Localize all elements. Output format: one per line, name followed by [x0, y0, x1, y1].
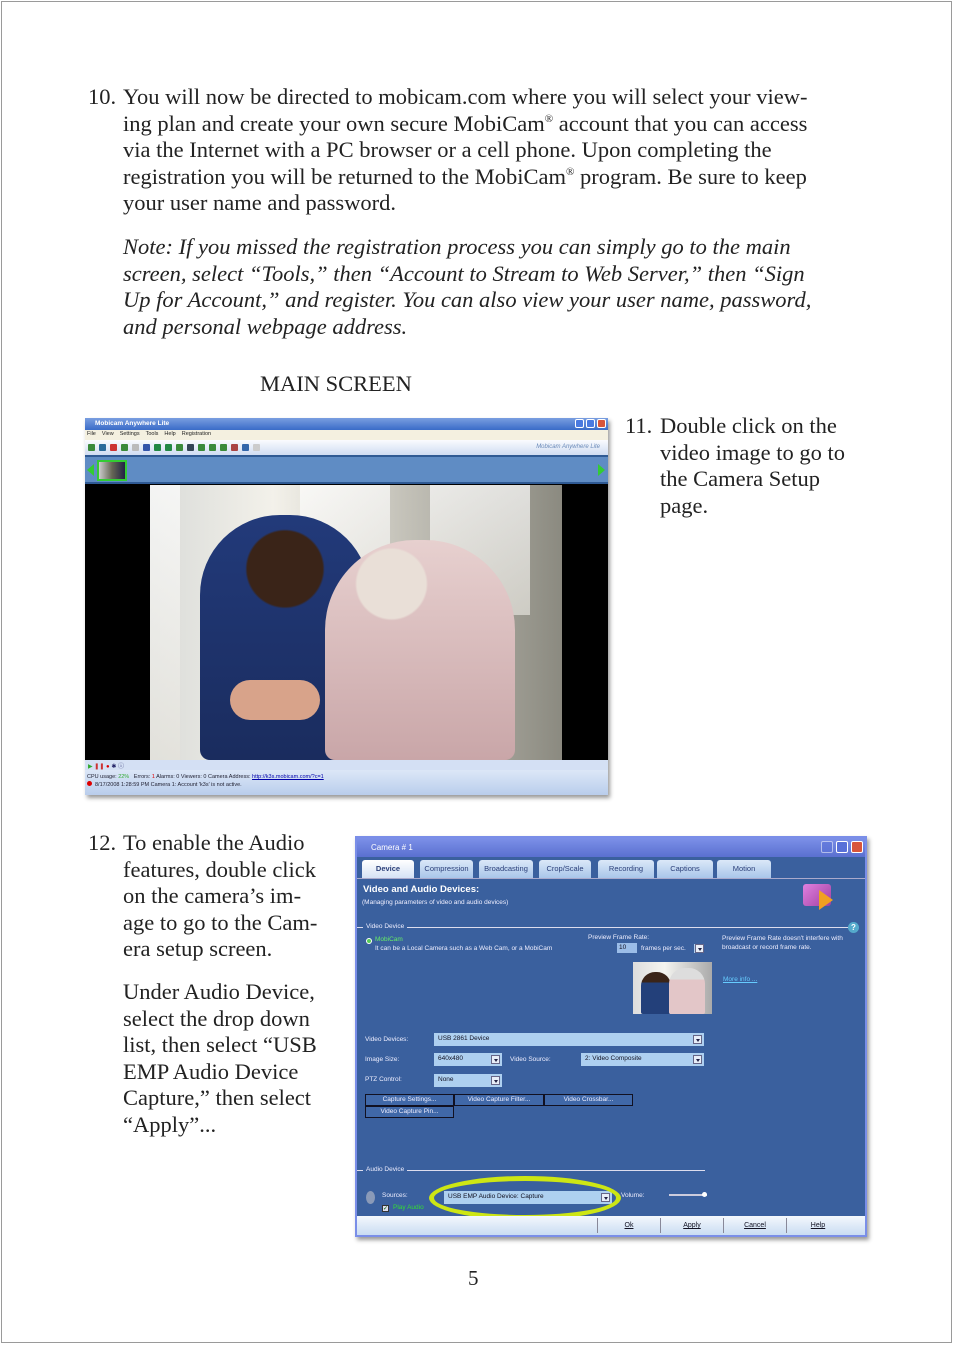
- label: Camera Address:: [208, 774, 251, 780]
- line: Up for Account,” and register. You can also view your user name, password,: [123, 287, 812, 312]
- line: Note: If you missed the registration process you can simply go to the main: [123, 234, 791, 259]
- help-button[interactable]: Help: [786, 1218, 849, 1233]
- viewers: Viewers: 0: [180, 774, 207, 780]
- step-12-text: [123, 830, 317, 963]
- sources-label: Sources:: [382, 1192, 408, 1199]
- status-line: [87, 773, 606, 781]
- fps-dropdown[interactable]: [694, 944, 704, 953]
- video-image[interactable]: [150, 485, 562, 760]
- fullscreen-icon[interactable]: [198, 444, 205, 451]
- line: [123, 111, 883, 138]
- line: Under Audio Device,: [123, 979, 315, 1004]
- camera-setup-screenshot: [355, 836, 867, 1237]
- alarms: Alarms: 0: [156, 774, 180, 780]
- title-bar: [85, 418, 608, 430]
- error-icon: [87, 781, 92, 786]
- line: video image to go to: [660, 439, 845, 465]
- line: Double click on the: [660, 413, 837, 438]
- line: list, then select “USB: [123, 1032, 317, 1057]
- tool-icon[interactable]: [121, 444, 128, 451]
- hands: [230, 680, 320, 720]
- group-label-video-device: Video Device: [363, 923, 407, 930]
- tab-motion[interactable]: Motion: [717, 860, 771, 878]
- tool-icon[interactable]: [253, 444, 260, 451]
- window-title: Camera # 1: [371, 843, 413, 852]
- reg-mark: ®: [544, 112, 554, 125]
- tool-icon[interactable]: [220, 444, 227, 451]
- radio-selected-icon[interactable]: [366, 938, 372, 944]
- pause-icon[interactable]: ❚❚: [94, 764, 105, 770]
- text: registration you will be returned to the MobiCam: [123, 163, 567, 189]
- volume-slider[interactable]: [669, 1194, 707, 1196]
- capture-settings-button[interactable]: Capture Settings...: [365, 1094, 454, 1106]
- errors-count: 1: [151, 774, 155, 780]
- line: You will now be directed to mobicam.com where you will select your view-: [123, 84, 808, 109]
- main-screen-screenshot[interactable]: [85, 418, 608, 795]
- tool-icon[interactable]: [88, 444, 95, 451]
- apply-button[interactable]: Apply: [660, 1218, 723, 1233]
- scroll-left-icon[interactable]: [87, 464, 94, 476]
- preview-note: Preview Frame Rate doesn't interfere with broadcast or record frame rate.: [722, 935, 843, 951]
- video-source-label: Video Source:: [510, 1056, 551, 1063]
- selected-value: None: [438, 1076, 454, 1083]
- reg-mark: ®: [566, 165, 575, 178]
- highlight-ellipse: [429, 1176, 621, 1220]
- section-subheading: (Managing parameters of video and audio devices): [362, 899, 509, 906]
- menu-view[interactable]: View: [101, 431, 114, 437]
- elderly-woman-figure: [325, 540, 515, 760]
- camera-address-link[interactable]: http://k3s.mobicam.com/?c=1: [252, 774, 324, 780]
- divider: [357, 927, 853, 928]
- line: your user name and password.: [123, 190, 397, 215]
- open-icon[interactable]: [143, 444, 150, 451]
- preview-image[interactable]: [633, 962, 712, 1014]
- help-icon[interactable]: ?: [848, 922, 859, 933]
- speaker-icon: [366, 1191, 375, 1204]
- selected-value: USB EMP Audio Device: Capture: [448, 1193, 544, 1200]
- ptz-control-select[interactable]: [434, 1074, 502, 1087]
- menu-settings[interactable]: Settings: [119, 431, 140, 437]
- maximize-icon[interactable]: [836, 841, 848, 853]
- group-label-audio-device: Audio Device: [363, 1166, 407, 1173]
- close-icon[interactable]: [597, 419, 606, 428]
- tool-icon[interactable]: [187, 444, 194, 451]
- device-description: It can be a Local Camera such as a Web Cam, or a MobiCam: [375, 945, 553, 952]
- video-source-select[interactable]: [581, 1053, 704, 1066]
- menu-tools[interactable]: Tools: [145, 431, 159, 437]
- tab-device[interactable]: Device: [362, 860, 414, 878]
- image-size-select[interactable]: [434, 1053, 502, 1066]
- menu-help[interactable]: Help: [164, 431, 176, 437]
- line: “Apply”...: [123, 1111, 217, 1137]
- ok-button[interactable]: Ok: [597, 1218, 660, 1233]
- step-10-text: [123, 84, 883, 217]
- selected-value: 640x480: [438, 1055, 463, 1062]
- line: EMP Audio Device: [123, 1058, 299, 1084]
- save-as-icon[interactable]: [165, 444, 172, 451]
- info-icon[interactable]: ⓘ: [118, 764, 125, 770]
- save-icon[interactable]: [154, 444, 161, 451]
- line: on the camera’s im-: [123, 883, 302, 908]
- ptz-control-label: PTZ Control:: [365, 1076, 402, 1083]
- play-audio-checkbox[interactable]: ✓: [383, 1206, 389, 1212]
- line: era setup screen.: [123, 936, 273, 961]
- tab-compression[interactable]: Compression: [420, 860, 473, 878]
- step-11-text: [660, 413, 845, 519]
- menu-bar: [85, 430, 608, 440]
- tab-broadcasting[interactable]: Broadcasting: [479, 860, 533, 878]
- text: account that you can access: [558, 110, 808, 136]
- line: [123, 164, 883, 191]
- log-text: 8/17/2008 1:28:59 PM Camera 1: Account 'k3s' is not active.: [95, 782, 242, 788]
- play-audio-label: Play Audio: [393, 1204, 424, 1211]
- record-icon[interactable]: ●: [106, 764, 110, 770]
- video-crossbar-button[interactable]: Video Crossbar...: [544, 1094, 633, 1106]
- line: age to go to the Cam-: [123, 909, 318, 935]
- text: ing plan and create your own secure MobiCam: [123, 110, 545, 136]
- image-size-label: Image Size:: [365, 1056, 400, 1063]
- menu-file[interactable]: File: [87, 431, 96, 437]
- main-screen-heading: MAIN SCREEN: [260, 371, 412, 396]
- tool-icon[interactable]: [209, 444, 216, 451]
- chevron-down-icon: [693, 1055, 702, 1064]
- selected-value: USB 2861 Device: [438, 1035, 490, 1042]
- toolbar: [85, 440, 608, 455]
- camera-speaker-icon: [803, 884, 831, 906]
- tab-bar: [357, 857, 865, 879]
- tab-captions[interactable]: Captions: [657, 860, 713, 878]
- line: features, double click: [123, 856, 317, 882]
- device-name[interactable]: MobiCam: [375, 936, 403, 943]
- line: and personal webpage address.: [123, 313, 408, 339]
- fps-spinner[interactable]: 10: [617, 943, 637, 953]
- tool-icon[interactable]: [176, 444, 183, 451]
- note-text: [123, 234, 883, 340]
- title-bar: [357, 838, 865, 857]
- tab-recording[interactable]: Recording: [598, 860, 654, 878]
- line: via the Internet with a PC browser or a cell phone. Upon completing the: [123, 137, 772, 162]
- label: Errors:: [133, 774, 151, 780]
- window-title: Mobicam Anywhere Lite: [95, 420, 170, 427]
- volume-label: Volume:: [621, 1192, 645, 1199]
- network-icon[interactable]: [242, 444, 249, 451]
- playback-controls: [85, 760, 608, 770]
- line: the Camera Setup: [660, 466, 820, 491]
- brand-label: Mobicam Anywhere Lite: [536, 444, 600, 450]
- line: Capture,” then select: [123, 1085, 312, 1110]
- cpu-usage: 22%: [118, 774, 130, 780]
- scroll-right-icon[interactable]: [598, 464, 605, 476]
- chevron-down-icon: [491, 1076, 500, 1085]
- line: To enable the Audio: [123, 830, 305, 855]
- preview-frame-rate-label: Preview Frame Rate:: [588, 934, 650, 941]
- user-icon[interactable]: [231, 444, 238, 451]
- selected-value: 2: Video Composite: [585, 1055, 642, 1062]
- video-capture-pin-button[interactable]: Video Capture Pin...: [365, 1106, 454, 1118]
- tool-icon[interactable]: [99, 444, 106, 451]
- chevron-down-icon: [491, 1055, 500, 1064]
- camera-strip: [85, 455, 608, 484]
- video-devices-select[interactable]: [434, 1033, 704, 1046]
- tool-icon[interactable]: [132, 444, 139, 451]
- restore-icon[interactable]: [586, 419, 595, 428]
- chevron-down-icon: [693, 1035, 702, 1044]
- settings-icon[interactable]: ✱: [111, 764, 117, 770]
- fps-unit: frames per sec.: [641, 945, 686, 952]
- section-heading: Video and Audio Devices:: [363, 884, 480, 895]
- close-icon[interactable]: [851, 841, 863, 853]
- page-number: 5: [468, 1266, 479, 1290]
- step-10-number: 10.: [88, 84, 117, 109]
- cancel-button[interactable]: Cancel: [723, 1218, 786, 1233]
- menu-registration[interactable]: Registration: [181, 431, 212, 437]
- chevron-down-icon: [695, 944, 704, 953]
- step-11-number: 11.: [625, 413, 653, 438]
- play-icon[interactable]: ▶: [88, 764, 93, 770]
- tab-crop-scale[interactable]: Crop/Scale: [539, 860, 591, 878]
- dialog-footer: [357, 1216, 865, 1235]
- camera-thumbnail[interactable]: [97, 460, 127, 481]
- step-12-instructions: [123, 979, 317, 1138]
- line: page.: [660, 492, 709, 518]
- step-12-number: 12.: [88, 830, 117, 855]
- log-line: [87, 781, 606, 789]
- line: screen, select “Tools,” then “Account to Stream to Web Server,” then “Sign: [123, 260, 805, 286]
- line: select the drop down: [123, 1005, 310, 1031]
- video-capture-filter-button[interactable]: Video Capture Filter...: [454, 1094, 544, 1106]
- more-info-link[interactable]: More info ...: [723, 976, 758, 983]
- tool-icon[interactable]: [110, 444, 117, 451]
- minimize-icon[interactable]: [575, 419, 584, 428]
- minimize-icon[interactable]: [821, 841, 833, 853]
- text: program. Be sure to keep: [580, 163, 807, 189]
- video-devices-label: Video Devices:: [365, 1036, 409, 1043]
- status-bar: [85, 770, 608, 795]
- divider: [357, 1170, 705, 1171]
- label: CPU usage:: [87, 774, 117, 780]
